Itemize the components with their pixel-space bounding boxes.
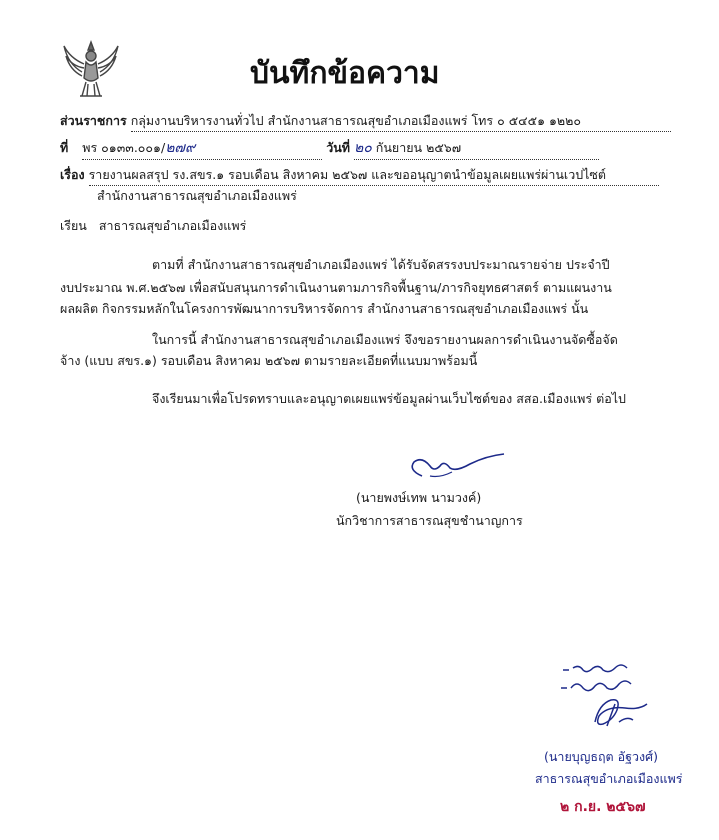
approver-name: (นายบุญธฤต อัฐวงศ์) — [544, 749, 658, 764]
body-paragraph-1-line-3: ผลผลิต กิจกรรมหลักในโครงการพัฒนาการบริหารจัดการ สำนักงานสาธารณสุขอำเภอเมืองแพร่ นั้น — [60, 301, 589, 316]
subject-value: รายงานผลสรุป รง.สขร.๑ รอบเดือน สิงหาคม ๒๕๖๗ และขออนุญาตนำข้อมูลเผยแพร่ผ่านเวปไซต์ — [89, 165, 659, 186]
subject-row — [60, 165, 659, 186]
recipient-label: เรียน — [60, 218, 87, 233]
body-paragraph-3-line-1: จึงเรียนมาเพื่อโปรดทราบและอนุญาตเผยแพร่ข้อมูลผ่านเว็บไซต์ของ สสอ.เมืองแพร่ ต่อไป — [152, 391, 626, 406]
date-handwritten: ๒๐ — [354, 140, 372, 156]
signer-name: (นายพงษ์เทพ นามวงค์) — [356, 490, 482, 505]
subject-value-line2: สำนักงานสาธารณสุขอำเภอเมืองแพร่ — [97, 188, 297, 203]
department-value: กลุ่มงานบริหารงานทั่วไป สำนักงานสาธารณสุขอำเภอเมืองแพร่ โทร ๐ ๕๔๕๑ ๑๒๒๐ — [131, 111, 671, 132]
body-paragraph-2-line-1: ในการนี้ สำนักงานสาธารณสุขอำเภอเมืองแพร่ จึงขอรายงานผลการดำเนินงานจัดซื้อจัด — [152, 332, 618, 347]
document-number-handwritten: ๒๗๙ — [165, 140, 196, 156]
signer-position: นักวิชาการสาธารณสุขชำนาญการ — [336, 513, 523, 528]
document-number-label: ที่ — [60, 140, 69, 155]
approver-signature — [555, 660, 675, 745]
approver-position: สาธารณสุขอำเภอเมืองแพร่ — [535, 771, 683, 786]
memo-title: บันทึกข้อความ — [250, 56, 440, 91]
department-row — [60, 111, 671, 132]
date-label: วันที่ — [326, 140, 351, 155]
body-paragraph-2-line-2: จ้าง (แบบ สขร.๑) รอบเดือน สิงหาคม ๒๕๖๗ ตามรายละเอียดที่แนบมาพร้อมนี้ — [60, 353, 478, 368]
document-number-value: พร ๐๑๓๓.๐๐๑/ — [82, 140, 166, 155]
recipient-row — [60, 216, 246, 236]
garuda-emblem-icon — [60, 38, 122, 100]
subject-label: เรื่อง — [60, 167, 85, 182]
signer-signature — [400, 448, 510, 488]
approval-date: ๒ ก.ย. ๒๕๖๗ — [560, 799, 646, 815]
document-number-row — [60, 137, 599, 160]
body-paragraph-1-line-2: งบประมาณ พ.ศ.๒๕๖๗ เพื่อสนับสนุนการดำเนินงานตามภารกิจพื้นฐาน/ภารกิจยุทธศาสตร์ ตามแผนงาน — [60, 280, 612, 295]
date-value: กันยายน ๒๕๖๗ — [375, 140, 462, 155]
recipient-value: สาธารณสุขอำเภอเมืองแพร่ — [98, 218, 247, 233]
department-label: ส่วนราชการ — [60, 113, 127, 128]
body-paragraph-1-line-1: ตามที่ สำนักงานสาธารณสุขอำเภอเมืองแพร่ ได้รับจัดสรรงบประมาณรายจ่าย ประจำปี — [152, 257, 610, 272]
